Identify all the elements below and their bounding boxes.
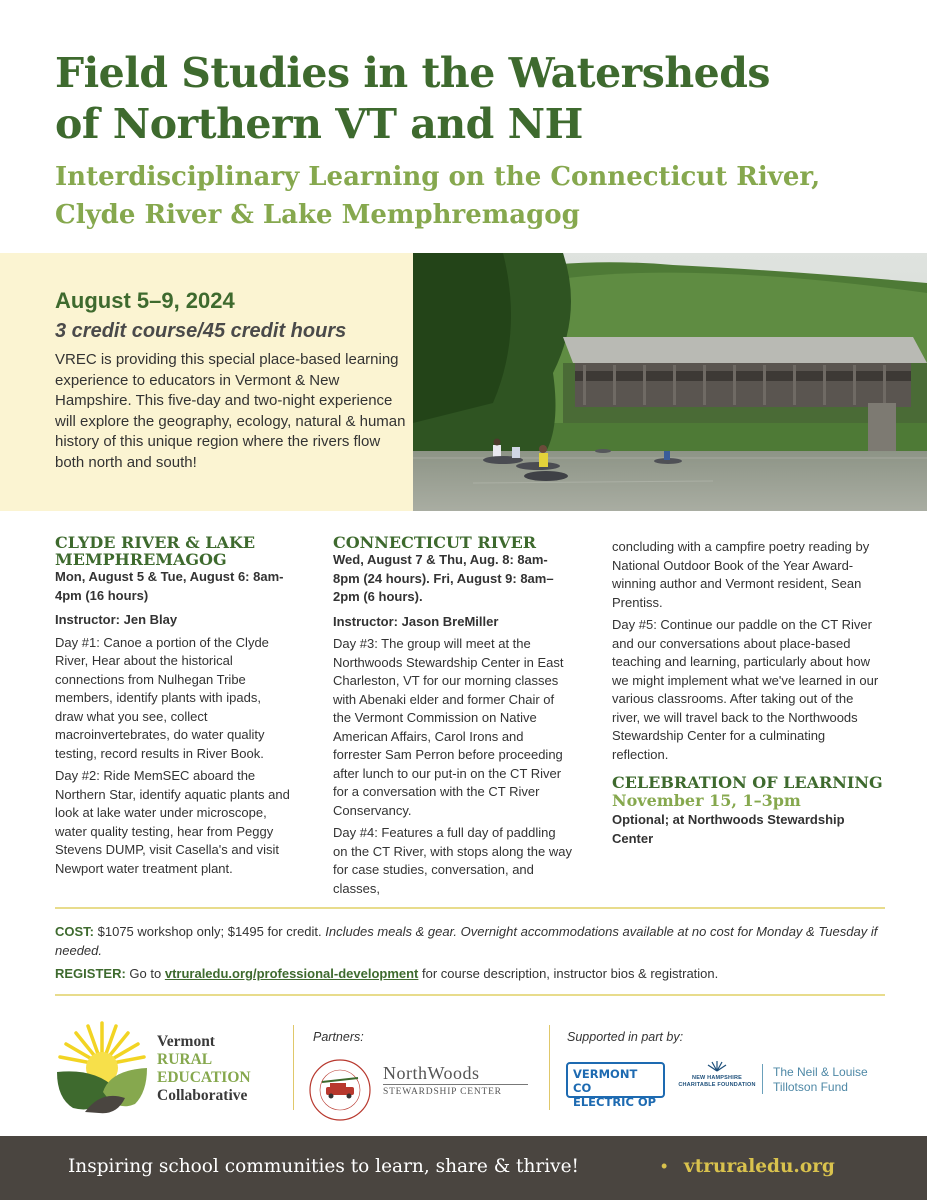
logo-line-2: RURAL xyxy=(157,1051,213,1068)
logo-line-3: EDUCATION xyxy=(157,1069,251,1086)
footer-separator: • xyxy=(661,1156,668,1176)
separator-partners xyxy=(293,1025,294,1110)
vec-line-2: ELECTRIC OP xyxy=(573,1095,657,1109)
supporters-label: Supported in part by: xyxy=(567,1030,684,1044)
connecticut-river-column xyxy=(333,534,573,902)
vermont-electric-coop-logo xyxy=(566,1062,665,1109)
ct-schedule: Wed, August 7 & Thu, Aug. 8: 8am-8pm (24 hours). Fri, August 9: 8am–2pm (6 hours). xyxy=(333,552,554,604)
course-dates: August 5–9, 2024 xyxy=(55,288,235,313)
title-line-2: of Northern VT and NH xyxy=(55,100,583,148)
divider-bottom xyxy=(55,994,885,996)
register-label: REGISTER: xyxy=(55,966,126,981)
register-link[interactable]: vtruraledu.org/professional-development xyxy=(164,966,419,981)
tillotson-separator xyxy=(762,1064,763,1094)
clyde-day-1: Day #1: Canoe a portion of the Clyde River, Hear about the historical connections from Nulhegan Tribe members, identify plants with ipads, draw what you see, collect macroinvertebrates, do water quality testing, record results in River Book. xyxy=(55,634,269,761)
cost-label: COST: xyxy=(55,924,94,939)
third-column xyxy=(612,538,884,848)
clyde-instructor: Instructor: Jen Blay xyxy=(55,612,178,627)
northwoods-sub: STEWARDSHIP CENTER xyxy=(383,1087,502,1097)
title-line-1: Field Studies in the Watersheds xyxy=(55,49,770,97)
nh-charitable-foundation-logo xyxy=(677,1060,757,1088)
clyde-schedule: Mon, August 5 & Tue, August 6: 8am-4pm (16 hours) xyxy=(55,569,284,603)
vrec-logo-text xyxy=(157,1033,251,1105)
page-title xyxy=(55,48,895,150)
northwoods-name: NorthWoods xyxy=(383,1063,528,1085)
ct-day-4: Day #4: Features a full day of paddling on the CT River, with stops along the way for case studies, conversation, and classes, xyxy=(333,825,572,896)
logo-line-4: Collaborative xyxy=(157,1087,248,1104)
course-credit: 3 credit course/45 credit hours xyxy=(55,320,347,342)
celebration-date: November 15, 1–3pm xyxy=(612,791,801,810)
divider-top xyxy=(55,907,885,909)
northwoods-logo xyxy=(383,1063,528,1097)
tillotson-fund-logo xyxy=(773,1065,868,1095)
intro-block xyxy=(55,286,407,473)
tillotson-line-2: Tillotson Fund xyxy=(773,1080,848,1094)
clyde-river-column xyxy=(55,534,290,882)
page-subtitle xyxy=(55,158,895,234)
tillotson-line-1: The Neil & Louise xyxy=(773,1065,868,1079)
separator-supporters xyxy=(549,1025,550,1110)
cost-line xyxy=(55,922,885,960)
celebration-details: Optional; at Northwoods Stewardship Center xyxy=(612,812,845,846)
cost-text: $1075 workshop only; $1495 for credit. xyxy=(97,924,322,939)
ct-day-4-continued: concluding with a campfire poetry reading by National Outdoor Book of the Year Award-winning author and Vermont resident, Sean Prentiss. xyxy=(612,539,870,610)
outfitters-badge-icon xyxy=(307,1057,373,1123)
ct-day-3: Day #3: The group will meet at the Northwoods Stewardship Center in East Charleston, VT for our morning classes with Abenaki elder and former Chair of the Vermont Commission on Native American Affairs, Carol Irons and forrester Sam Perron before proceeding after lunch to our put-in on the CT River for a conversation with the CT River Conservancy. xyxy=(333,636,564,818)
footer-band xyxy=(0,1136,927,1200)
celebration-heading: CELEBRATION OF LEARNING xyxy=(612,773,883,792)
footer-tagline: Inspiring school communities to learn, share & thrive! xyxy=(68,1156,579,1177)
register-pre: Go to xyxy=(129,966,162,981)
nhcf-mark-icon xyxy=(704,1060,730,1072)
cost-note: Includes meals & gear. Overnight accommodations available at no cost for Monday & Tuesday if needed. xyxy=(55,924,878,958)
nhcf-line-2: CHARITABLE FOUNDATION xyxy=(678,1081,756,1088)
register-line xyxy=(55,964,885,983)
logo-line-1: Vermont xyxy=(157,1033,215,1050)
nhcf-line-1: NEW HAMPSHIRE xyxy=(692,1075,742,1081)
cost-register-block xyxy=(55,922,885,983)
course-description: VREC is providing this special place-based learning experience to educators in Vermont & New Hampshire. This five-day and two-night experience will explore the geography, ecology, natural & human history of this unique region where the rivers flow both north and south! xyxy=(55,351,406,471)
ct-heading: CONNECTICUT RIVER xyxy=(333,533,537,552)
ct-day-5: Day #5: Continue our paddle on the CT River and our conversations about place-based teaching and learning, particularly about how we might implement what we've learned in our various classrooms. After taking out of the river, we will travel back to the Northwoods Stewardship Center for a culminating reflection. xyxy=(612,617,879,762)
partners-label: Partners: xyxy=(313,1030,364,1044)
subtitle-line-2: Clyde River & Lake Memphremagog xyxy=(55,200,580,230)
clyde-heading: CLYDE RIVER & LAKE MEMPHREMAGOG xyxy=(55,533,256,569)
register-post: for course description, instructor bios & registration. xyxy=(422,966,719,981)
vec-line-1: VERMONT CO xyxy=(573,1067,638,1095)
footer-url[interactable]: vtruraledu.org xyxy=(684,1156,835,1177)
celebration-block xyxy=(612,774,884,848)
subtitle-line-1: Interdisciplinary Learning on the Connecticut River, xyxy=(55,162,821,192)
clyde-day-2: Day #2: Ride MemSEC aboard the Northern Star, identify aquatic plants and look at lake water under microscope, water quality testing, hear from Peggy Stevens DUMP, visit Casella's and visit Newport water treatment plant. xyxy=(55,768,290,876)
covered-bridge-photo xyxy=(413,253,927,511)
ct-instructor: Instructor: Jason BreMiller xyxy=(333,613,499,629)
